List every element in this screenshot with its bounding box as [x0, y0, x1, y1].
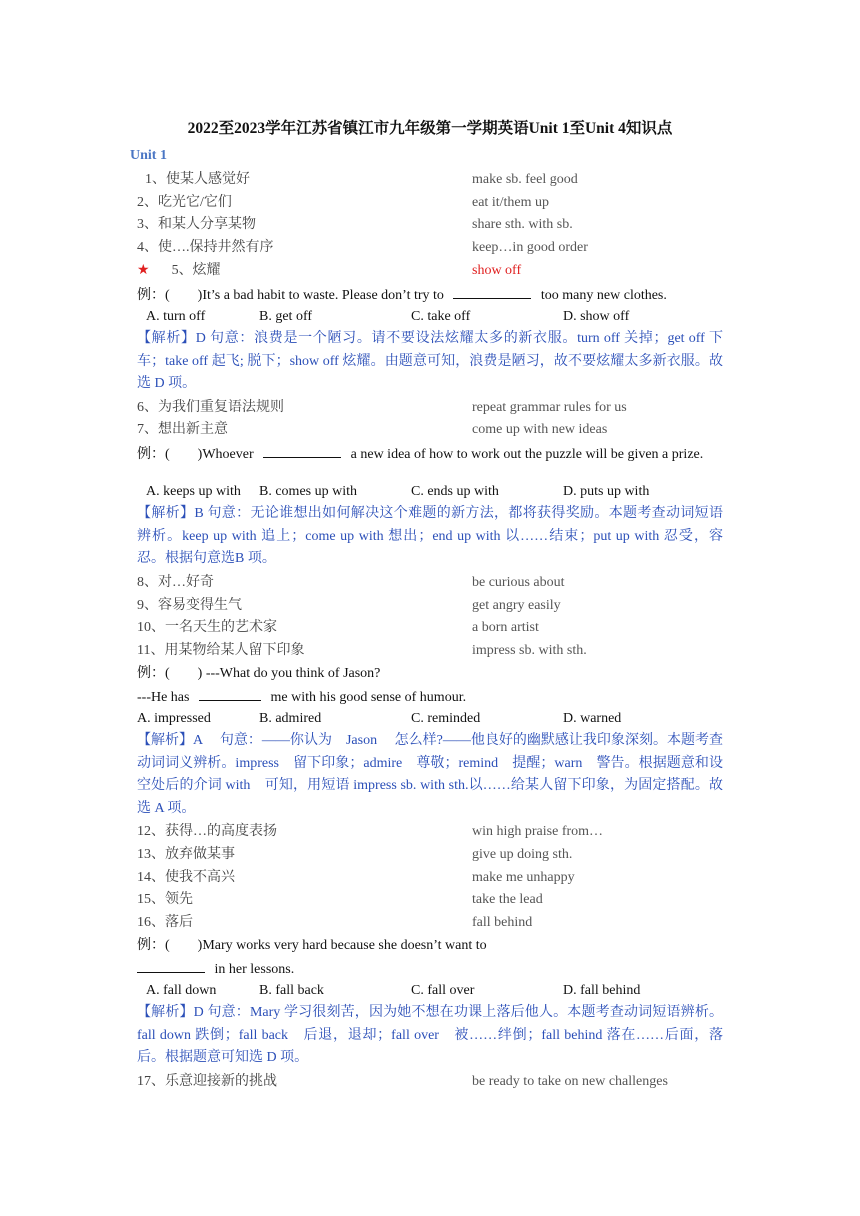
example-question: 例：( )Whoever a new idea of how to work out the puzzle will be given a prize. — [137, 443, 727, 465]
unit-heading: Unit 1 — [130, 148, 167, 163]
document-page: 2022至2023学年江苏省镇江市九年级第一学期英语Unit 1至Unit 4知识点 Unit 1 1、使某人感觉好 make sb. feel good 2、吃光它/它们 eat it/them up 3、和某人分享某物 share sth. with sb. 4、使….保持井然有序 keep…in good order ★ 5、炫耀 show off 例：( )It’s a bad habit to waste. Please don’t try to too many new clothes. A. turn off B. get off C. take off D. show off 【解析】D 句意：浪费是一个陋习。请不要设法炫耀太多的新衣服。turn off 关掉；get off 下车；take off 起飞; 脱下；show off 炫耀。由题意可知，浪费是陋习，故不要炫耀太多新衣服。故选 D 项。 6、为我们重复语法规则 repeat grammar rules for us 7、想出新主意 come up with new ideas 例：( )Whoever a new idea of how to work out the puzzle will be given a prize. A. keeps up with B. comes up with C. ends up with D. puts up with 【解析】B 句意：无论谁想出如何解决这个难题的新方法，都将获得奖励。本题考查动词短语辨析。keep up with 追上；come up with 想出；end up with 以……结束；put up with 忍受，容忍。根据句意选B 项。 8、对…好奇 be curious about 9、容易变得生气 get angry easily 10、一名天生的艺术家 a born artist 11、用某物给某人留下印象 impress sb. with sth. 例：( ) ---What do you think of Jason? ---He has me with his good sense of humour. A. impressed B. admired C. reminded D. warned 【解析】A 句意：——你认为 Jason 怎么样?——他良好的幽默感让我印象深刻。本题考查动词词义辨析。impress 留下印象；admire 尊敬；remind 提醒；warn 警告。根据题意和设空处后的介词 with 可知，用短语 impress sb. with sth.以……给某人留下印象，为固定搭配。故选 A 项。 12、获得…的高度表扬 win high praise from… 13、放弃做某事 give up doing sth. 14、使我不高兴 make me unhappy 15、领先 take the lead 16、落后 fall behind 例：( )Mary works very hard because she doesn’t want to in her lessons. A. fall down B. fall back C. fall over D. fall behind 【解析】D 句意：Mary 学习很刻苦，因为她不想在功课上落后他人。本题考查动词短语辨析。fall down 跌倒；fall back 后退，退却；fall over 被……绊倒；fall behind 落在……后面，落后。根据题意可知选 D 项。 17、乐意迎接新的挑战 be ready to take on new challenges — [0, 0, 860, 1216]
example-analysis: 【解析】D 句意：浪费是一个陋习。请不要设法炫耀太多的新衣服。turn off 关掉；get off 下车；take off 起飞; 脱下；show off 炫耀。由题意可知，浪费是陋习，故不要炫耀太多新衣服。故选 D 项。 — [137, 331, 723, 391]
example-question-line2: in her lessons. — [137, 958, 727, 980]
example-question-line2: ---He has me with his good sense of humour. — [137, 686, 727, 708]
star-icon: ★ — [137, 263, 150, 278]
document-title: 2022至2023学年江苏省镇江市九年级第一学期英语Unit 1至Unit 4知识点 — [187, 120, 673, 137]
example-analysis: 【解析】A 句意：——你认为 Jason 怎么样?——他良好的幽默感让我印象深刻。本题考查动词词义辨析。impress 留下印象；admire 尊敬；remind 提醒；warn 警告。根据题意和设空处后的介词 with 可知，用短语 impress sb. with sth.以……给某人留下印象，为固定搭配。故选 A 项。 — [137, 733, 723, 816]
answer-blank — [453, 284, 531, 299]
example-analysis: 【解析】D 句意：Mary 学习很刻苦，因为她不想在功课上落后他人。本题考查动词短语辨析。fall down 跌倒；fall back 后退，退却；fall over 被……绊倒；fall behind 落在……后面，落后。根据题意可知选 D 项。 — [137, 1005, 723, 1065]
example-analysis: 【解析】B 句意：无论谁想出如何解决这个难题的新方法，都将获得奖励。本题考查动词短语辨析。keep up with 追上；come up with 想出；end up with 以……结束；put up with 忍受，容忍。根据句意选B 项。 — [137, 506, 723, 566]
example-question: 例：( )It’s a bad habit to waste. Please don’t try to too many new clothes. — [137, 284, 727, 306]
answer-blank — [137, 958, 205, 973]
example-question: 例：( ) ---What do you think of Jason? — [137, 666, 381, 681]
example-question: 例：( )Mary works very hard because she doesn’t want to — [137, 938, 487, 953]
answer-blank — [263, 443, 341, 458]
answer-blank — [199, 686, 261, 701]
